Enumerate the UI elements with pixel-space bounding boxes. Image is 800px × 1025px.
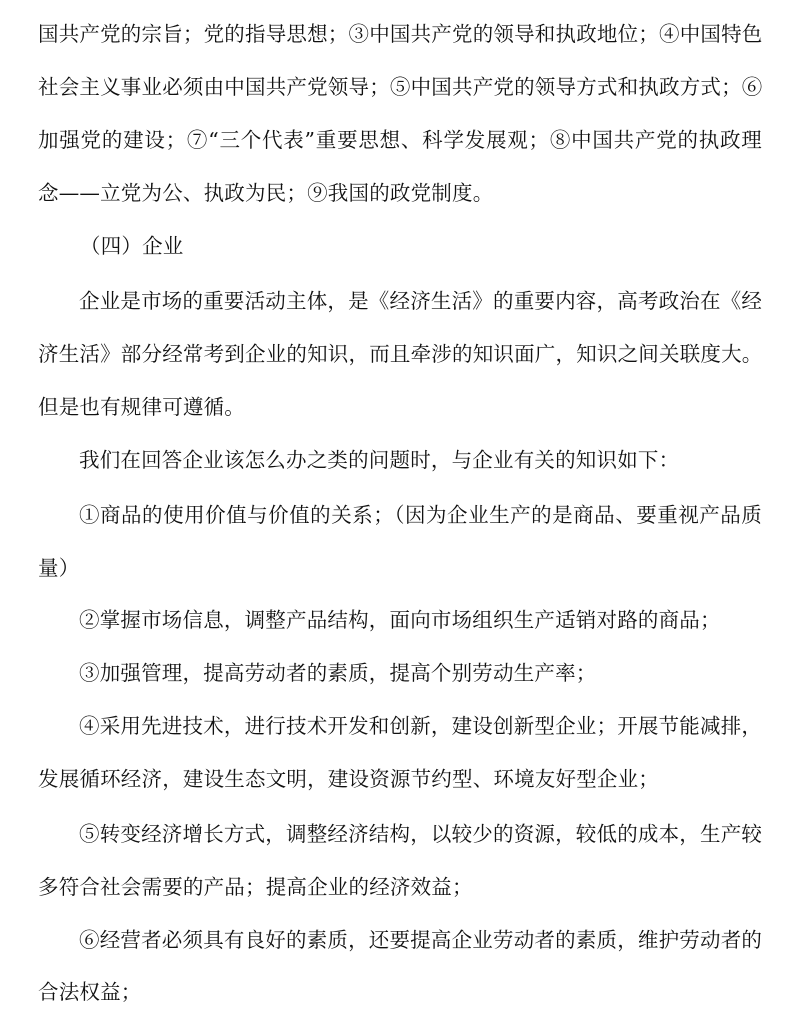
list-item: ⑥经营者必须具有良好的素质，还要提高企业劳动者的素质，维护劳动者的 [79, 928, 763, 952]
list-item: ④采用先进技术，进行技术开发和创新，建设创新型企业；开展节能减排， [79, 714, 763, 738]
list-item: ②掌握市场信息，调整产品结构，面向市场组织生产适销对路的商品； [79, 608, 721, 632]
section-heading: （四）企业 [80, 234, 184, 258]
text-line: 国共产党的宗旨；党的指导思想；③中国共产党的领导和执政地位；④中国特色 [38, 22, 763, 46]
text-line: 量） [38, 556, 80, 580]
text-line: 我们在回答企业该怎么办之类的问题时，与企业有关的知识如下： [79, 448, 680, 472]
list-item: ⑤转变经济增长方式，调整经济结构，以较少的资源，较低的成本，生产较 [79, 822, 763, 846]
text-line: 企业是市场的重要活动主体，是《经济生活》的重要内容，高考政治在《经 [79, 289, 763, 313]
text-line: 加强党的建设；⑦“三个代表”重要思想、科学发展观；⑧中国共产党的执政理 [38, 128, 762, 152]
text-line: 发展循环经济，建设生态文明，建设资源节约型、环境友好型企业； [38, 767, 659, 791]
text-line: 济生活》部分经常考到企业的知识，而且牵涉的知识面广，知识之间关联度大。 [38, 342, 763, 366]
text-line: 念——立党为公、执政为民；⑨我国的政党制度。 [38, 181, 494, 205]
list-item: ①商品的使用价值与价值的关系；（因为企业生产的是商品、要重视产品质 [79, 503, 762, 527]
text-line: 但是也有规律可遵循。 [38, 395, 245, 419]
text-line: 合法权益； [38, 980, 142, 1004]
list-item: ③加强管理，提高劳动者的素质，提高个别劳动生产率； [79, 661, 597, 685]
text-line: 多符合社会需要的产品；提高企业的经济效益； [38, 875, 473, 899]
text-line: 社会主义事业必须由中国共产党领导；⑤中国共产党的领导方式和执政方式；⑥ [38, 75, 763, 99]
